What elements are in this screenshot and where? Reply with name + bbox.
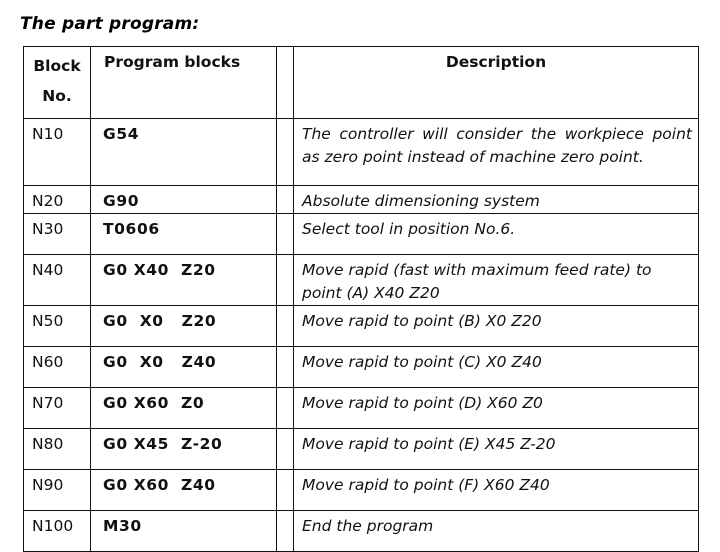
description-cell: Move rapid (fast with maximum feed rate) to point (A) X40 Z20 (294, 255, 699, 306)
description-cell: Move rapid to point (E) X45 Z-20 (294, 429, 699, 470)
header-description: Description (294, 47, 699, 119)
description-cell: Move rapid to point (B) X0 Z20 (294, 306, 699, 347)
table-row (24, 255, 699, 306)
part-program-table (23, 46, 699, 552)
block-number-cell: N90 (24, 470, 91, 511)
program-block-cell: G0 X0 Z20 (91, 306, 277, 347)
description-cell: Absolute dimensioning system (294, 186, 699, 214)
gap-cell (277, 306, 294, 347)
program-block-cell: T0606 (91, 214, 277, 255)
program-block-cell: G0 X40 Z20 (91, 255, 277, 306)
program-block-cell: G0 X60 Z0 (91, 388, 277, 429)
program-block-cell: G0 X45 Z-20 (91, 429, 277, 470)
block-number-cell: N40 (24, 255, 91, 306)
gap-cell (277, 347, 294, 388)
block-number-cell: N70 (24, 388, 91, 429)
table-row (24, 429, 699, 470)
header-block-label: Block (33, 57, 81, 75)
program-block-cell: G0 X0 Z40 (91, 347, 277, 388)
header-gap-cell (277, 47, 294, 119)
block-number-cell: N10 (24, 119, 91, 186)
table-row (24, 306, 699, 347)
program-block-cell: G54 (91, 119, 277, 186)
table-row (24, 347, 699, 388)
table-header-row (24, 47, 699, 119)
gap-cell (277, 429, 294, 470)
program-block-cell: G90 (91, 186, 277, 214)
gap-cell (277, 119, 294, 186)
page-title: The part program: (20, 14, 200, 34)
gap-cell (277, 388, 294, 429)
gap-cell (277, 186, 294, 214)
table-row (24, 119, 699, 186)
block-number-cell: N50 (24, 306, 91, 347)
table-row (24, 470, 699, 511)
table-row (24, 511, 699, 552)
block-number-cell: N80 (24, 429, 91, 470)
block-number-cell: N60 (24, 347, 91, 388)
table-row (24, 214, 699, 255)
table-row (24, 388, 699, 429)
gap-cell (277, 511, 294, 552)
program-block-cell: G0 X60 Z40 (91, 470, 277, 511)
program-block-cell: M30 (91, 511, 277, 552)
gap-cell (277, 470, 294, 511)
gap-cell (277, 214, 294, 255)
gap-cell (277, 255, 294, 306)
block-number-cell: N100 (24, 511, 91, 552)
description-cell: Select tool in position No.6. (294, 214, 699, 255)
description-cell: Move rapid to point (F) X60 Z40 (294, 470, 699, 511)
description-cell: Move rapid to point (C) X0 Z40 (294, 347, 699, 388)
table-row (24, 186, 699, 214)
block-number-cell: N30 (24, 214, 91, 255)
description-cell: Move rapid to point (D) X60 Z0 (294, 388, 699, 429)
header-no-label: No. (42, 87, 72, 105)
block-number-cell: N20 (24, 186, 91, 214)
description-cell: The controller will consider the workpiece point as zero point instead of machine zero point. (294, 119, 699, 186)
description-cell: End the program (294, 511, 699, 552)
header-block-no (24, 47, 91, 119)
header-program-blocks: Program blocks (91, 47, 277, 119)
